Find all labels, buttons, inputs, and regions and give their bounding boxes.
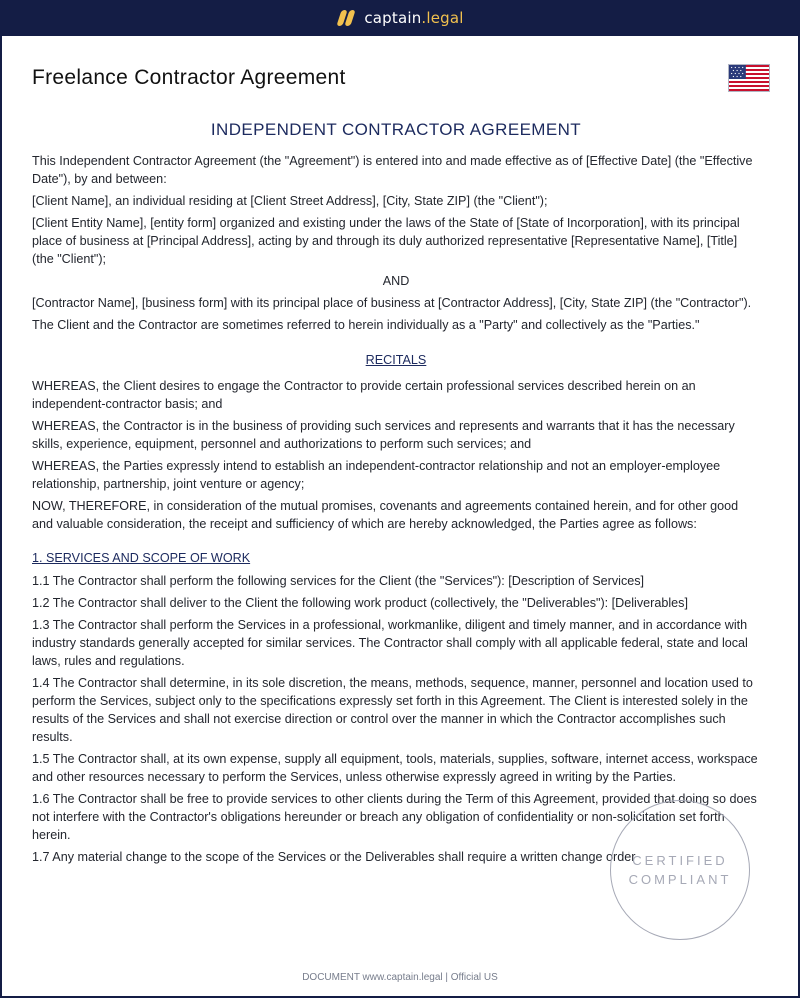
clause-item: 1.1 The Contractor shall perform the following services for the Client (the "Services"): [Description of Services] (32, 574, 645, 588)
recital-item: WHEREAS, the Contractor is in the business of providing such services and represents and warrants that it has the necessary skills, experience, equipment, personnel and authorizations to perform such services; and (32, 419, 735, 451)
page-footer: DOCUMENT www.captain.legal | Official US (302, 972, 498, 983)
recital-item: NOW, THEREFORE, in consideration of the mutual promises, covenants and agreements contained herein, and for other good and valuable consideration, the receipt and sufficiency of which are hereby acknowledged, the Parties agree as follows: (32, 499, 739, 531)
clause-item: 1.6 The Contractor shall be free to provide services to other clients during the Term of this Agreement, provided that doing so does not interfere with the Contractor's obligations hereunder or breach any obligation of confidentiality or non-solicitation set forth herein. (32, 792, 757, 842)
clause-item: 1.2 The Contractor shall deliver to the Client the following work product (collectively, the "Deliverables"): [Deliverables] (32, 596, 688, 610)
brand-tld: .legal (421, 9, 464, 27)
agreement-heading: INDEPENDENT CONTRACTOR AGREEMENT (210, 120, 582, 139)
brand-logo-link[interactable] (336, 9, 463, 27)
double-slash-logo-icon (336, 9, 356, 27)
clause-item: 1.4 The Contractor shall determine, in its sole discretion, the means, methods, sequence, manner, personnel and location used to perform the Services, subject only to the specifications expressly set forth in this Agreement. The Client is interested solely in the results of the Services and shall not exercise direction or control over the manner in which the Contractor accomplishes such results. (32, 676, 753, 744)
parties-paragraph: The Client and the Contractor are sometimes referred to herein individually as a "Party" and collectively as the "Parties." (32, 318, 700, 332)
top-bar (0, 0, 800, 36)
section-1-heading: 1. SERVICES AND SCOPE OF WORK (32, 551, 251, 565)
and-separator: AND (382, 274, 410, 288)
recitals-heading: RECITALS (365, 353, 427, 367)
client-entity-paragraph: [Client Entity Name], [entity form] organized and existing under the laws of the State of [State of Incorporation], with its principal place of business at [Principal Address], acting by and through its duly authorized representative [Representative Name], [Title] (the "Client"); (32, 216, 740, 266)
clause-item: 1.7 Any material change to the scope of the Services or the Deliverables shall require a written change order (32, 850, 636, 864)
intro-paragraph: This Independent Contractor Agreement (the "Agreement") is entered into and made effective as of [Effective Date] (the "Effective Date"), by and between: (32, 154, 753, 186)
stamp-line: CERTIFIED (632, 853, 728, 868)
client-individual-paragraph: [Client Name], an individual residing at [Client Street Address], [City, State ZIP] (the "Client"); (32, 194, 548, 208)
agreement-body (32, 117, 760, 952)
recital-item: WHEREAS, the Parties expressly intend to establish an independent-contractor relationship and not an employer-employee relationship, partnership, joint venture or agency; (32, 459, 721, 491)
recital-item: WHEREAS, the Client desires to engage the Contractor to provide certain professional services described herein on an independent-contractor basis; and (32, 379, 696, 411)
clause-item: 1.5 The Contractor shall, at its own expense, supply all equipment, tools, materials, supplies, software, internet access, workspace and other resources necessary to perform the Services, unless otherwise expressly agreed in writing by the Parties. (32, 752, 758, 784)
clause-item: 1.3 The Contractor shall perform the Services in a professional, workmanlike, diligent and timely manner, and in accordance with industry standards generally accepted for similar services. The Contractor shall comply with all applicable federal, state and local laws, rules and regulations. (32, 618, 748, 668)
us-flag-icon (728, 64, 770, 92)
contractor-paragraph: [Contractor Name], [business form] with its principal place of business at [Contractor Address], [City, State ZIP] (the "Contractor"). (32, 296, 752, 310)
brand-wordmark (364, 9, 463, 27)
stamp-line: COMPLIANT (628, 872, 732, 887)
page-title: Freelance Contractor Agreement (32, 66, 346, 89)
brand-name: captain (364, 9, 422, 27)
